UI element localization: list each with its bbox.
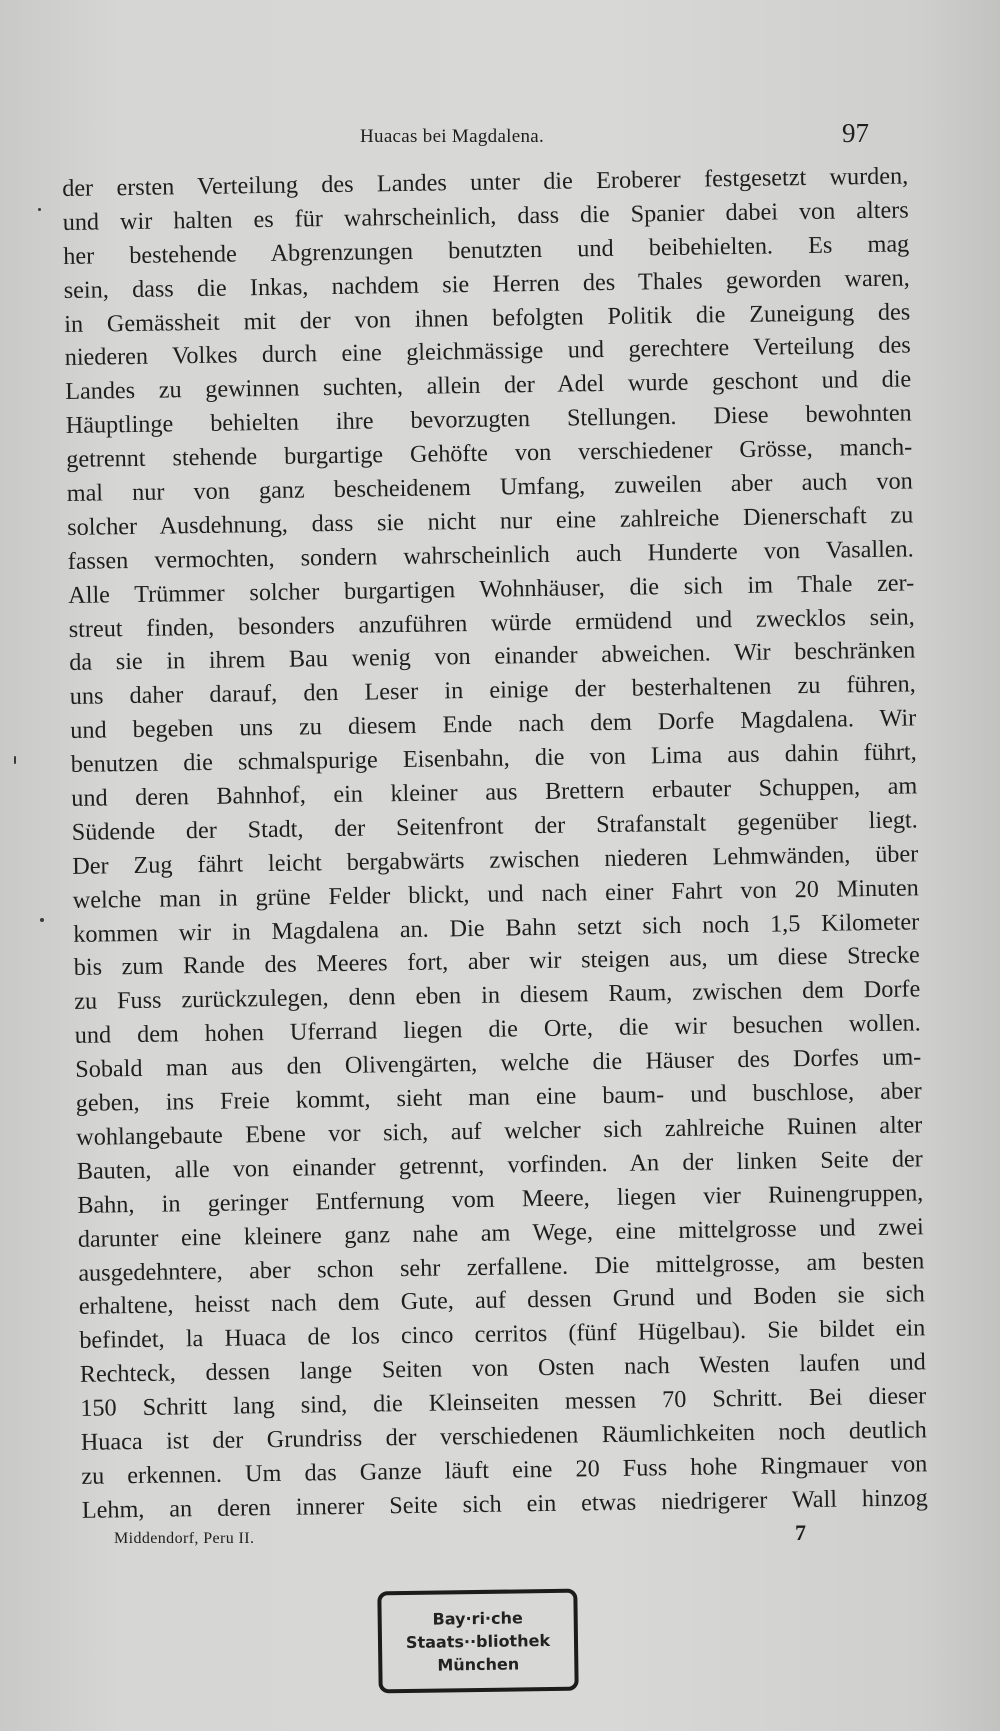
text-line: Rechteck, dessen lange Seiten von Osten nach Westen laufen und: [79, 1348, 926, 1389]
library-stamp: [377, 1589, 578, 1694]
text-line: solcher Ausdehnung, dass sie nicht nur eine zahlreiche Dienerschaft zu: [67, 501, 914, 541]
text-line: niederen Volkes durch eine gleichmässige und gerechtere Verteilung des: [64, 331, 911, 372]
library-stamp-text: [381, 1593, 574, 1690]
text-line: getrennt stehende burgartige Gehöfte von verschiedener Grösse, manch-: [66, 433, 913, 474]
text-line: mal nur von ganz bescheidenem Umfang, zuweilen aber auch von: [66, 467, 913, 507]
text-line: Landes zu gewinnen suchten, allein der Adel wurde geschont und die: [65, 365, 912, 406]
text-line: erhaltene, heisst nach dem Gute, auf dessen Grund und Boden sie sich: [78, 1280, 925, 1321]
stamp-line-3: München: [437, 1654, 520, 1675]
page-number: 97: [842, 118, 869, 148]
body-text: [62, 159, 928, 1527]
text-line: Südende der Stadt, der Seitenfront der Strafanstalt gegenüber liegt.: [71, 806, 918, 846]
text-line: in Gemässheit mit der von ihnen befolgten Politik die Zuneigung des: [64, 297, 911, 338]
text-line: wohlangebaute Ebene vor sich, auf welcher sich zahlreiche Ruinen alter: [76, 1111, 923, 1151]
text-line: und dem hohen Uferrand liegen die Orte, die wir besuchen wollen.: [74, 1009, 921, 1050]
text-line: 150 Schritt lang sind, die Kleinseiten messen 70 Schritt. Bei dieser: [80, 1382, 927, 1422]
text-line: Bauten, alle von einander getrennt, vorfinden. An der linken Seite der: [76, 1145, 923, 1185]
paper-speck: [14, 756, 16, 764]
text-line: zu erkennen. Um das Ganze läuft eine 20 Fuss hohe Ringmauer von: [81, 1450, 928, 1490]
text-line: welche man in grüne Felder blickt, und nach einer Fahrt von 20 Minuten: [72, 874, 919, 914]
paper-speck: [38, 208, 41, 211]
text-line: Bahn, in geringer Entfernung vom Meere, liegen vier Ruinengruppen,: [77, 1179, 924, 1219]
text-line: geben, ins Freie kommt, sieht man eine baum- und buschlose, aber: [75, 1077, 922, 1117]
text-line: und wir halten es für wahrscheinlich, dass die Spanier dabei von alters: [62, 196, 909, 236]
text-line: darunter eine kleinere ganz nahe am Wege, eine mittelgrosse und zwei: [77, 1212, 924, 1253]
text-line: ausgedehntere, aber schon sehr zerfallene. Die mittelgrosse, am besten: [78, 1246, 925, 1287]
text-line: Lehm, an deren innerer Seite sich ein etwas niedrigerer Wall hinzog: [81, 1484, 928, 1524]
text-line: sein, dass die Inkas, nachdem sie Herren des Thales geworden waren,: [63, 264, 910, 304]
stamp-line-1: Bay·ri·che: [432, 1608, 523, 1629]
text-line: fassen vermochten, sondern wahrscheinlich auch Hunderte von Vasallen.: [67, 535, 914, 575]
text-line: benutzen die schmalspurige Eisenbahn, die von Lima aus dahin führt,: [70, 738, 917, 779]
text-line: uns daher darauf, den Leser in einige der besterhaltenen zu führen,: [69, 670, 916, 711]
signature-mark: 7: [795, 1520, 806, 1545]
text-line: Huaca ist der Grundriss der verschiedenen Räumlichkeiten noch deutlich: [80, 1416, 927, 1456]
text-line: zu Fuss zurückzulegen, denn eben in diesem Raum, zwischen dem Dorfe: [74, 975, 921, 1016]
text-line: her bestehende Abgrenzungen benutzten und beibehielten. Es mag: [63, 230, 910, 270]
text-line: der ersten Verteilung des Landes unter die Eroberer festgesetzt wurden,: [62, 162, 909, 202]
text-line: kommen wir in Magdalena an. Die Bahn setzt sich noch 1,5 Kilometer: [73, 907, 920, 948]
stamp-line-2: Staats··bliothek: [405, 1630, 551, 1653]
page-header: [0, 118, 1000, 158]
footer-author-note: Middendorf, Peru II.: [114, 1530, 255, 1547]
text-line: und deren Bahnhof, ein kleiner aus Brettern erbauter Schuppen, am: [71, 772, 918, 812]
page-footer: [0, 1520, 1000, 1560]
running-title: Huacas bei Magdalena.: [360, 126, 545, 147]
text-line: und begeben uns zu diesem Ende nach dem Dorfe Magdalena. Wir: [70, 704, 917, 745]
paper-speck: [40, 918, 44, 922]
text-line: streut finden, besonders anzuführen würde ermüdend und zwecklos sein,: [68, 602, 915, 643]
text-line: Alle Trümmer solcher burgartigen Wohnhäuser, die sich im Thale zer-: [68, 569, 915, 609]
text-line: Sobald man aus den Olivengärten, welche die Häuser des Dorfes um-: [75, 1043, 922, 1084]
text-line: da sie in ihrem Bau wenig von einander abweichen. Wir beschränken: [69, 636, 916, 677]
text-line: bis zum Rande des Meeres fort, aber wir steigen aus, um diese Strecke: [73, 941, 920, 982]
text-line: befindet, la Huaca de los cinco cerritos (fünf Hügelbau). Sie bildet ein: [79, 1314, 926, 1355]
text-line: Häuptlinge behielten ihre bevorzugten Stellungen. Diese bewohnten: [65, 399, 912, 440]
text-line: Der Zug fährt leicht bergabwärts zwischen niederen Lehmwänden, über: [72, 840, 919, 880]
